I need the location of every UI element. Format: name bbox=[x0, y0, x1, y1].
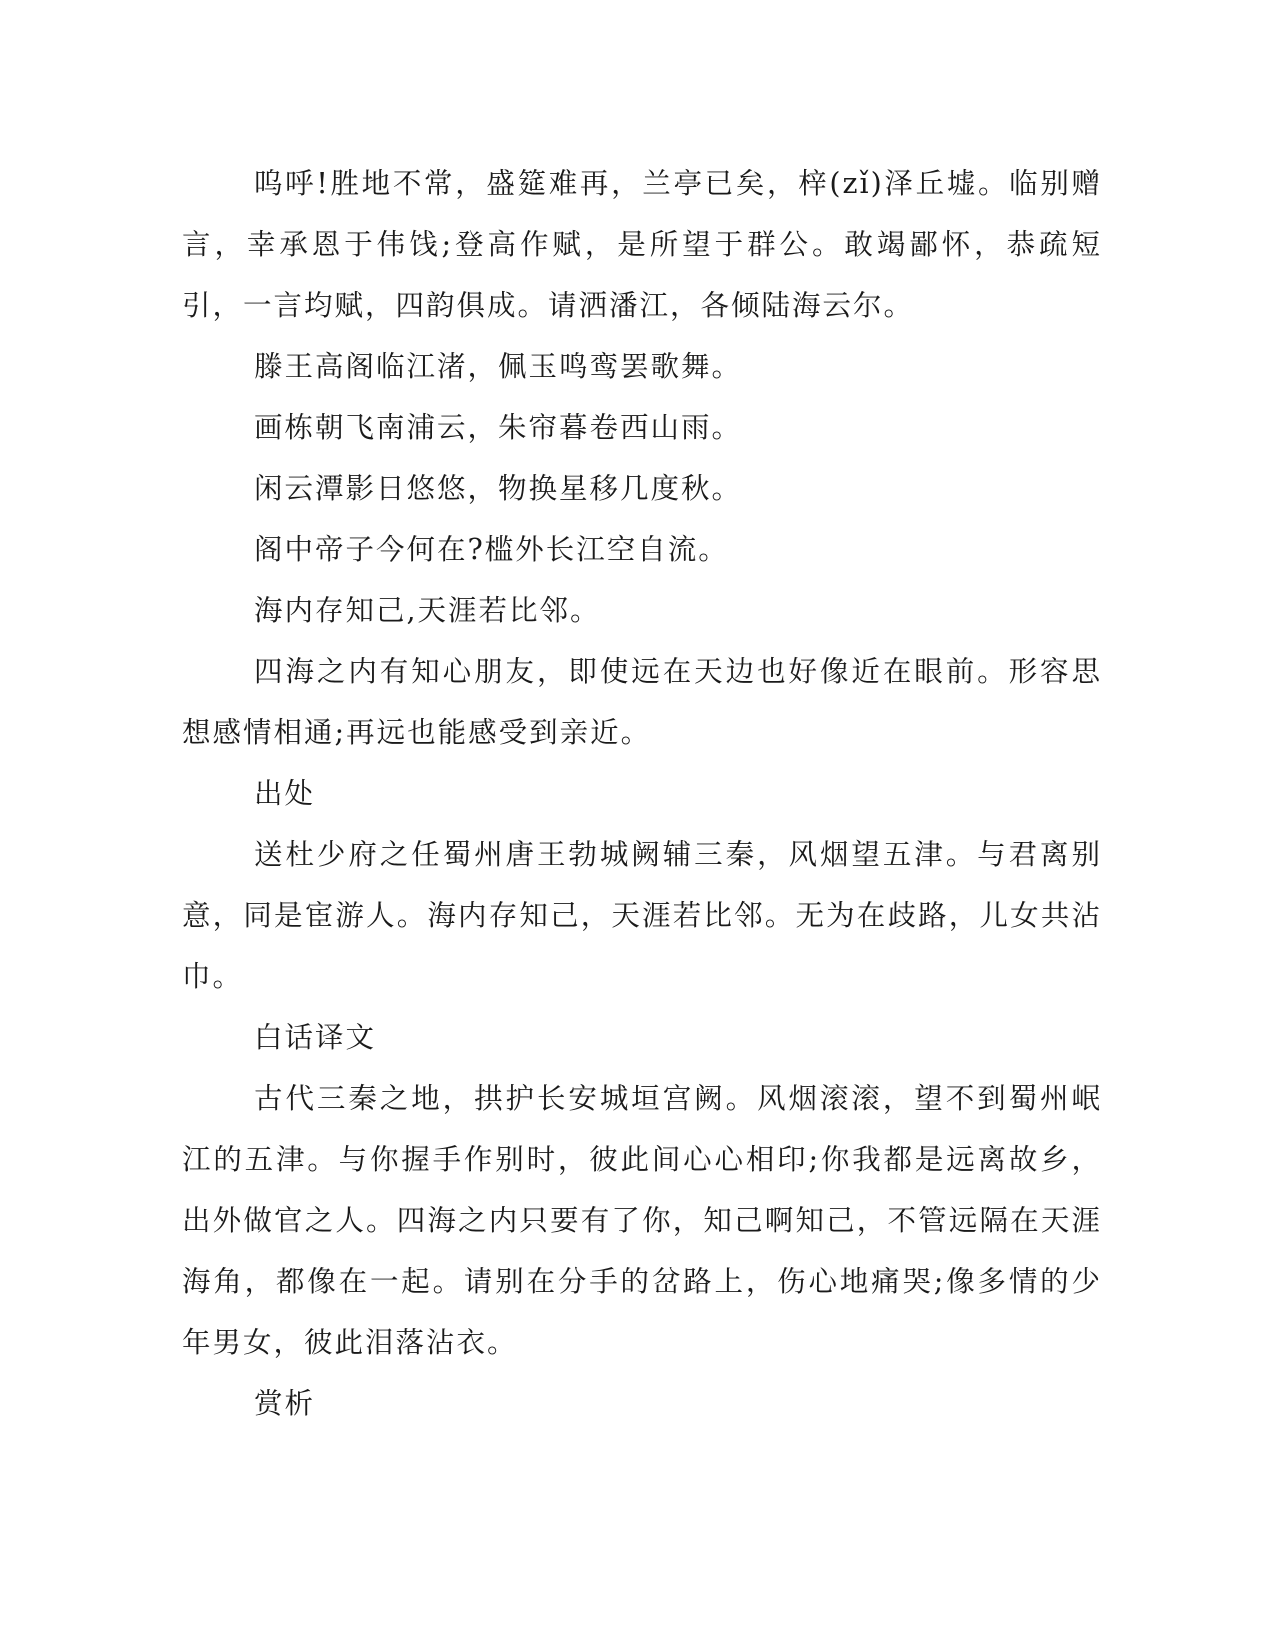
section-heading-translation: 白话译文 bbox=[254, 1021, 377, 1054]
translation-text: 古代三秦之地，拱护长安城垣宫阙。风烟滚滚，望不到蜀州岷江的五津。与你握手作别时，彼此间心心相印;你我都是远离故乡，出外做官之人。四海之内只要有了你，知己啊知己，不管远隔在天涯海角，都像在一起。请别在分手的岔路上，伤心地痛哭;像多情的少年男女，彼此泪落沾衣。 bbox=[182, 1082, 1102, 1359]
poem-line-2: 画栋朝飞南浦云，朱帘暮卷西山雨。 bbox=[254, 411, 743, 444]
poem-line-4: 阁中帝子今何在?槛外长江空自流。 bbox=[254, 533, 729, 566]
section-heading-source: 出处 bbox=[254, 777, 316, 810]
source-poem: 送杜少府之任蜀州唐王勃城阙辅三秦，风烟望五津。与君离别意，同是宦游人。海内存知己，天涯若比邻。无为在歧路，儿女共沾巾。 bbox=[182, 838, 1102, 993]
poem-line-3: 闲云潭影日悠悠，物换星移几度秋。 bbox=[254, 472, 743, 505]
section-heading-appreciation: 赏析 bbox=[254, 1387, 316, 1420]
paragraph-farewell-prose: 呜呼!胜地不常，盛筵难再，兰亭已矣，梓(zǐ)泽丘墟。临别赠言，幸承恩于伟饯;登高作赋，是所望于群公。敢竭鄙怀，恭疏短引，一言均赋，四韵俱成。请洒潘江，各倾陆海云尔。 bbox=[182, 167, 1102, 322]
document-body bbox=[182, 153, 1102, 1434]
poem-line-1: 滕王高阁临江渚，佩玉鸣鸾罢歌舞。 bbox=[254, 350, 743, 383]
quote-explanation: 四海之内有知心朋友，即使远在天边也好像近在眼前。形容思想感情相通;再远也能感受到亲近。 bbox=[182, 655, 1102, 749]
quote-line: 海内存知己,天涯若比邻。 bbox=[254, 594, 601, 627]
